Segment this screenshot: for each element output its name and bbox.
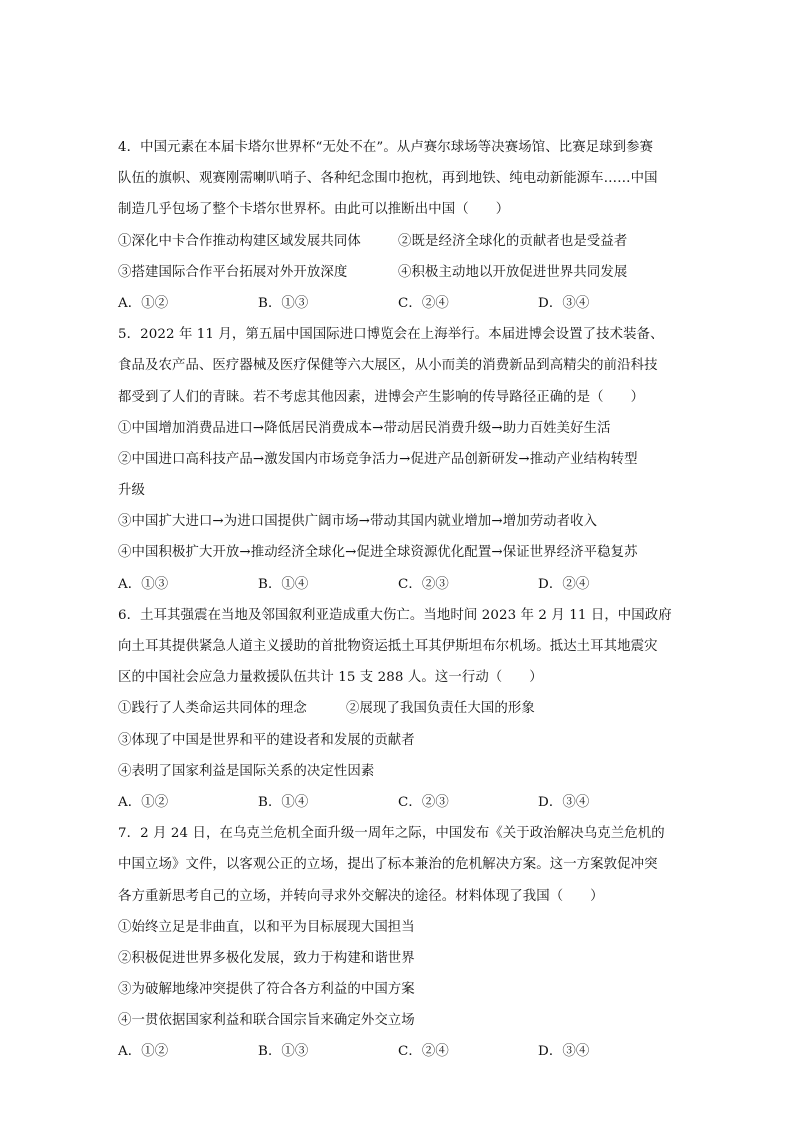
option-c[interactable]: C．②③ (398, 794, 449, 810)
statement-2-continued: 升级 (118, 483, 145, 499)
option-a[interactable]: A．①② (118, 295, 169, 311)
statement-3: ③体现了中国是世界和平的建设者和发展的贡献者 (118, 732, 415, 748)
statement-2: ②展现了我国负责任大国的形象 (346, 701, 535, 717)
statement-row (118, 693, 678, 724)
option-a[interactable]: A．①② (118, 794, 169, 810)
statement-4: ④积极主动地以开放促进世界共同发展 (398, 264, 628, 280)
question-stem-line: 区的中国社会应急力量救援队伍共计 15 支 288 人。这一行动（ ） (118, 670, 543, 686)
statement-4: ④一贯依据国家利益和联合国宗旨来确定外交立场 (118, 1013, 415, 1029)
statement-1: ①中国增加消费品进口→降低居民消费成本→带动居民消费升级→助力百姓美好生活 (118, 420, 611, 436)
question-stem-line: 都受到了人们的青睐。若不考虑其他因素，进博会产生影响的传导路径正确的是（ ） (118, 389, 645, 405)
statement-2: ②既是经济全球化的贡献者也是受益者 (398, 233, 628, 249)
statement-2: ②中国进口高科技产品→激发国内市场竞争活力→促进产品创新研发→推动产业结构转型 (118, 451, 638, 467)
question-stem-line: 7．2 月 24 日，在乌克兰危机全面升级一周年之际，中国发布《关于政治解决乌克兰危机的 (118, 826, 665, 842)
statement-row (118, 257, 678, 288)
option-b[interactable]: B．①④ (258, 576, 309, 592)
answer-options (118, 1036, 678, 1067)
statement-1: ①深化中卡合作推动构建区域发展共同体 (118, 233, 361, 249)
question-7 (118, 818, 678, 1068)
question-stem-line: 队伍的旗帜、观赛刚需喇叭哨子、各种纪念围巾抱枕，再到地铁、纯电动新能源车……中国 (118, 171, 658, 187)
option-c[interactable]: C．②③ (398, 576, 449, 592)
statement-3: ③为破解地缘冲突提供了符合各方利益的中国方案 (118, 982, 415, 998)
statement-1: ①践行了人类命运共同体的理念 (118, 701, 307, 717)
option-b[interactable]: B．①③ (258, 295, 309, 311)
question-stem-line: 4．中国元素在本届卡塔尔世界杯“无处不在”。从卢赛尔球场等决赛场馆、比赛足球到参赛 (118, 140, 654, 155)
question-5 (118, 319, 678, 600)
option-a[interactable]: A．①② (118, 1044, 169, 1060)
option-a[interactable]: A．①③ (118, 576, 169, 592)
statement-4: ④表明了国家利益是国际关系的决定性因素 (118, 763, 375, 779)
answer-options (118, 288, 678, 319)
option-c[interactable]: C．②④ (398, 1044, 449, 1060)
statement-3: ③搭建国际合作平台拓展对外开放深度 (118, 264, 348, 280)
option-d[interactable]: D．③④ (538, 794, 590, 810)
option-d[interactable]: D．③④ (538, 1044, 590, 1060)
question-stem-line: 5．2022 年 11 月，第五届中国国际进口博览会在上海举行。本届进博会设置了技术装备、 (118, 327, 664, 343)
question-stem-line: 中国立场》文件，以客观公正的立场，提出了标本兼治的危机解决方案。这一方案敦促冲突 (118, 857, 658, 873)
option-c[interactable]: C．②④ (398, 295, 449, 311)
answer-options (118, 787, 678, 818)
answer-options (118, 569, 678, 600)
option-b[interactable]: B．①④ (258, 794, 309, 810)
statement-3: ③中国扩大进口→为进口国提供广阔市场→带动其国内就业增加→增加劳动者收入 (118, 514, 598, 530)
statement-row (118, 226, 678, 257)
question-4 (118, 132, 678, 319)
statement-2: ②积极促进世界多极化发展，致力于构建和谐世界 (118, 950, 415, 966)
statement-4: ④中国积极扩大开放→推动经济全球化→促进全球资源优化配置→保证世界经济平稳复苏 (118, 545, 638, 561)
statement-1: ①始终立足是非曲直，以和平为目标展现大国担当 (118, 919, 415, 935)
question-stem-line: 6．土耳其强震在当地及邻国叙利亚造成重大伤亡。当地时间 2023 年 2 月 11 日，中国政府 (118, 607, 672, 623)
question-stem-line: 制造几乎包场了整个卡塔尔世界杯。由此可以推断出中国（ ） (118, 202, 510, 218)
option-d[interactable]: D．②④ (538, 576, 590, 592)
question-stem-line: 食品及农产品、医疗器械及医疗保健等六大展区，从小而美的消费新品到高精尖的前沿科技 (118, 358, 658, 374)
question-stem-line: 向土耳其提供紧急人道主义援助的首批物资运抵土耳其伊斯坦布尔机场。抵达土耳其地震灾 (118, 639, 658, 654)
option-d[interactable]: D．③④ (538, 295, 590, 311)
exam-page (118, 132, 678, 1068)
question-stem-line: 各方重新思考自己的立场，并转向寻求外交解决的途径。材料体现了我国（ ） (118, 888, 604, 904)
option-b[interactable]: B．①③ (258, 1044, 309, 1060)
question-6 (118, 600, 678, 818)
